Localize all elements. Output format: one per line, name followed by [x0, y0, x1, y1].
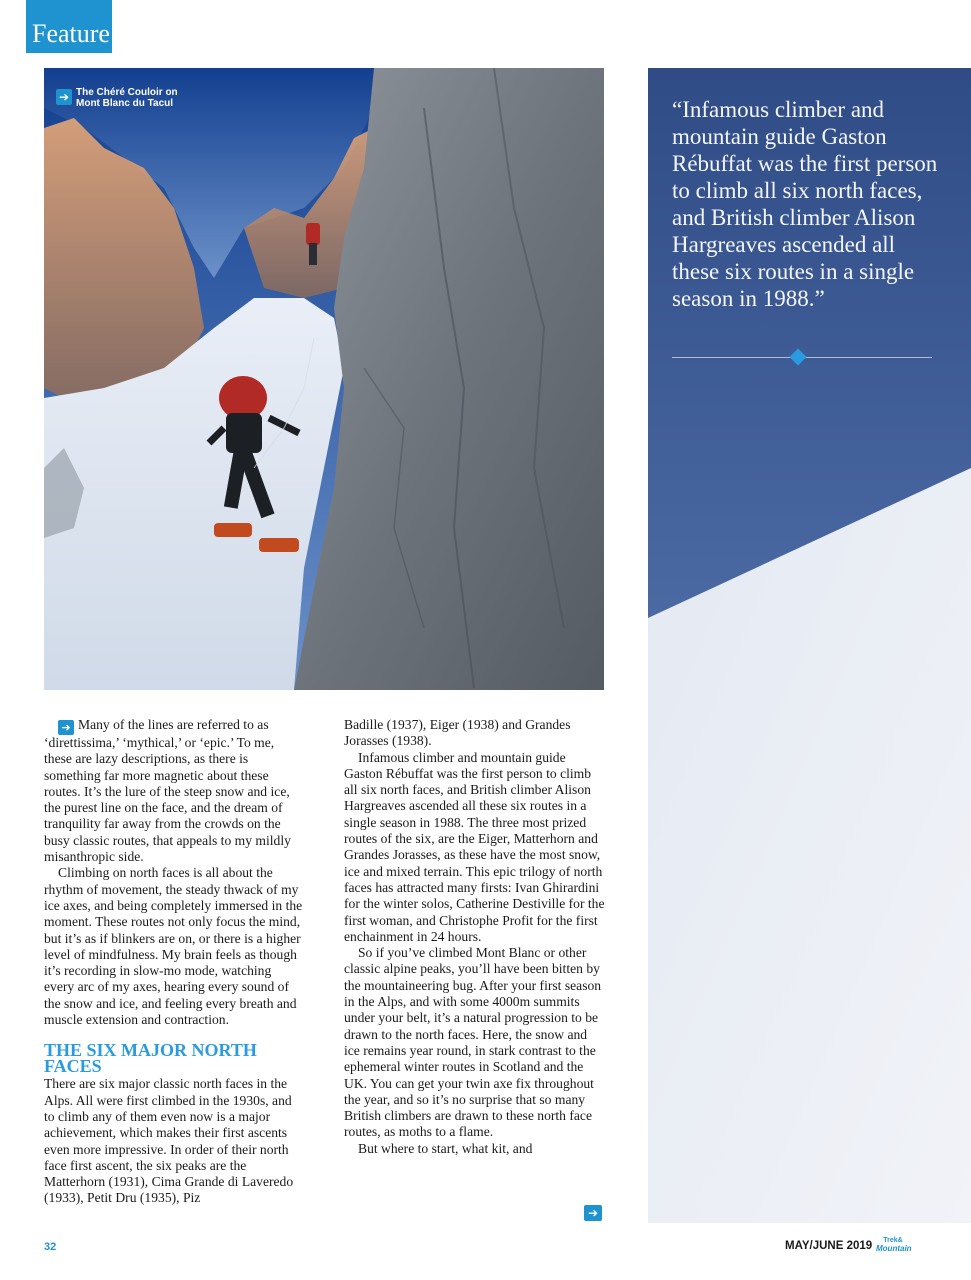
paragraph: Badille (1937), Eiger (1938) and Grandes Jorasses (1938). — [344, 717, 571, 749]
continue-arrow-icon: ➔ — [584, 1205, 602, 1221]
photo-caption — [56, 87, 186, 109]
page-number: 32 — [44, 1241, 57, 1253]
paragraph: Infamous climber and mountain guide Gaston Rébuffat was the first person to climb all six north faces, and British climber Alison Hargreaves ascended all these six routes in a single season in 1988. The three most prized routes of the six, are the Eiger, Matterhorn and Grandes Jorasses, as these have the most snow, ice and mixed terrain. This epic trilogy of north faces has attracted many firsts: Ivan Ghirardini for the winter solos, Catherine Destiville for the first woman, and Christophe Profit for the first enchainment in 24 hours. — [344, 749, 605, 944]
issue-date: MAY/JUNE 2019 — [785, 1240, 873, 1252]
section-heading: THE SIX MAJOR NORTH FACES — [44, 1040, 257, 1077]
paragraph: Many of the lines are referred to as ‘direttissima,’ ‘mythical,’ or ‘epic.’ To me, these are lazy descriptions, as there is something far more magnetic about these routes. It’s the lure of the steep snow and ice, the purest line on the face, and the dream of tranquility far away from the crowds on the busy classic routes, that appeals to my mildly misanthropic side. — [44, 717, 291, 865]
photo-caption-text: The Chéré Couloir on Mont Blanc du Tacul — [76, 87, 178, 109]
arrow-right-icon: ➔ — [56, 89, 72, 105]
logo-line-2: Mountain — [876, 1244, 912, 1253]
section-tab — [26, 0, 112, 53]
arrow-right-icon: ➔ — [58, 720, 74, 735]
paragraph: Climbing on north faces is all about the rhythm of movement, the steady thwack of my ice axes, and being completely immersed in the moment. These routes not only focus the mind, but it’s as if blinkers are on, or there is a higher level of mindfulness. My brain feels as though it’s recording in slow-mo mode, watching every arc of my axes, hearing every sound of the snow and ice, and feeling every breath and muscle extension and contraction. — [44, 865, 303, 1028]
paragraph: So if you’ve climbed Mont Blanc or other classic alpine peaks, you’ll have been bitten by the mountaineering bug. After your first season in the Alps, and with some 4000m summits under your belt, it’s a natural progression to be drawn to the north faces. Here, the snow and ice remains year round, in stark contrast to the ephemeral winter routes in Scotland and the UK. You can get your twin axe fix throughout the year, and so it’s no surprise that so many British climbers are drawn to these north face routes, as moths to a flame. — [344, 945, 602, 1140]
pull-quote: “Infamous climber and mountain guide Gaston Rébuffat was the first person to climb all six north faces, and British climber Alison Hargreaves ascended all these six routes in a single season in 1988.” — [672, 97, 938, 311]
magazine-logo — [876, 1237, 910, 1253]
paragraph: But where to start, what kit, and — [358, 1140, 533, 1156]
climbing-photo — [44, 68, 604, 690]
article-column-2 — [344, 717, 606, 1157]
article-column-1 — [44, 717, 304, 1207]
section-tab-label: Feature — [32, 19, 110, 48]
paragraph: There are six major classic north faces in the Alps. All were first climbed in the 1930s, and to climb any of them even now is a major achievement, which makes their first ascents even more impressive. In order of their north face first ascent, the six peaks are the Matterhorn (1931), Cima Grande di Laveredo (1933), Petit Dru (1935), Piz — [44, 1076, 294, 1206]
logo-line-1: Trek& — [883, 1237, 903, 1244]
